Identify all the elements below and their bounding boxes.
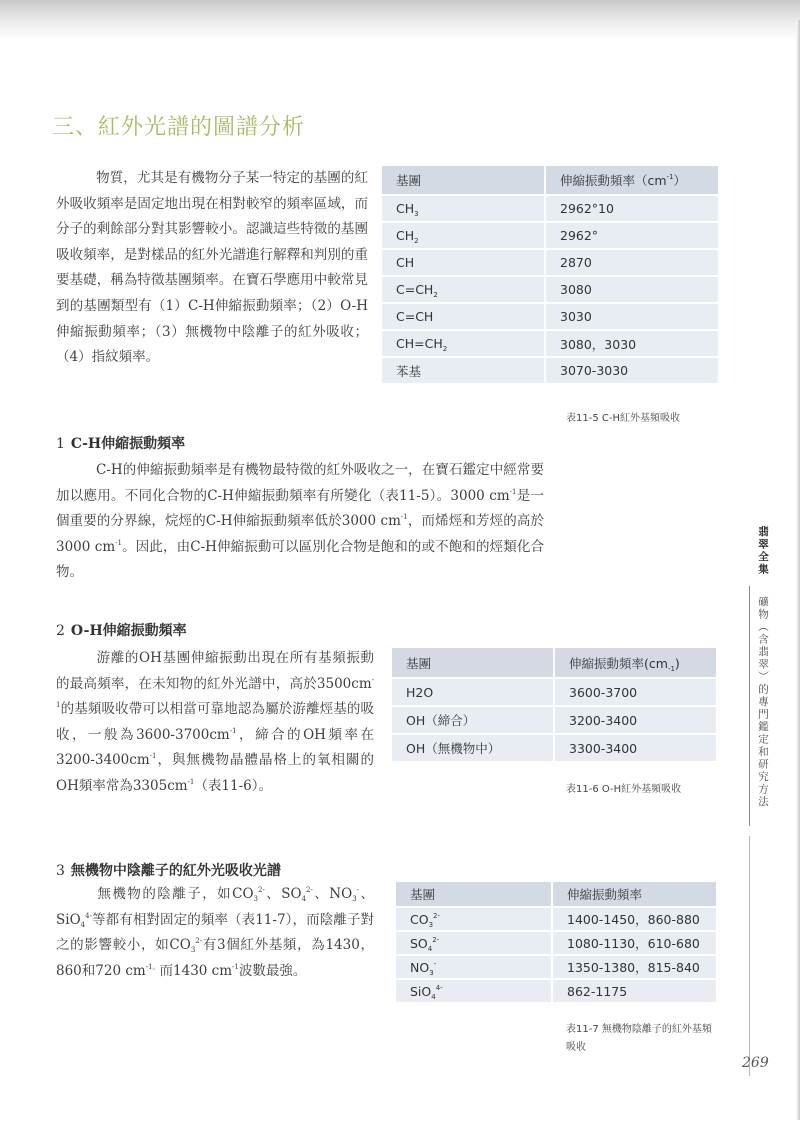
frequency-cell: 2870 — [545, 249, 718, 276]
intro-paragraph — [56, 166, 368, 371]
group-cell: CH — [382, 249, 545, 276]
frequency-cell: 3600-3700 — [554, 678, 716, 706]
table-ch-frequencies — [382, 166, 718, 385]
group-cell: OH（締合） — [392, 706, 554, 734]
group-cell: $CH_3$ — [382, 195, 545, 222]
table-row — [396, 979, 716, 1003]
group-cell: $NO_3^-$ — [396, 955, 552, 979]
table-row — [396, 955, 716, 979]
frequency-cell: 1350-1380，815-840 — [552, 955, 716, 979]
heading-anion-spectra: 3 無機物中陰離子的紅外光吸收光譜 — [56, 863, 281, 879]
table-caption-11-6: 表11-6 O-H紅外基頻吸收 — [566, 784, 682, 795]
table-caption-11-7: 表11-7 無機物陰離子的紅外基頻吸收 — [566, 1024, 712, 1053]
frequency-cell: 3080，3030 — [545, 330, 718, 357]
chapter-title-vertical: 礦物（含翡翠）的專門鑑定和研究方法 — [757, 596, 769, 809]
table-row — [392, 678, 716, 706]
intro-text: 物質，尤其是有機物分子某一特定的基團的紅外吸收頻率是固定地出現在相對較窄的頻率區域，而分子的剩餘部分對其影響較小。認識這些特徵的基團吸收頻率，是對樣品的紅外光譜進行解釋和判別的重要基礎，稱為特徵基團頻率。在寶石學應用中較常見到的基團類型有（1）C-H伸縮振動頻率；（2）O-H伸縮振動頻率；（3）無機物中陰離子的紅外吸收；（4）指紋頻率。 — [56, 170, 368, 366]
table-row — [382, 195, 718, 222]
frequency-cell: 3200-3400 — [554, 706, 716, 734]
table-row — [382, 303, 718, 330]
heading-oh-stretching: 2 O-H伸縮振動頻率 — [56, 623, 187, 639]
scan-top-shadow — [0, 0, 800, 40]
table-header-frequency: 伸縮振動頻率$(cm^{-1})$ — [545, 166, 718, 195]
table-row — [382, 249, 718, 276]
table-row — [382, 276, 718, 303]
table-header-group: 基團 — [392, 648, 554, 678]
frequency-cell: 1400-1450，860-880 — [552, 907, 716, 931]
frequency-cell: 2962° — [545, 222, 718, 249]
group-cell: 苯基 — [382, 357, 545, 384]
group-cell: $SO_4^{2-}$ — [396, 931, 552, 955]
margin-divider-line-lower — [749, 836, 750, 1076]
table-row — [396, 931, 716, 955]
table-oh-frequencies — [392, 648, 716, 763]
group-cell: $CH_2$ — [382, 222, 545, 249]
table-caption-11-5: 表11-5 C-H紅外基頻吸收 — [566, 413, 680, 424]
scan-right-edge — [796, 20, 800, 1120]
frequency-cell: 3300-3400 — [554, 734, 716, 762]
table-row — [382, 222, 718, 249]
table-header-frequency: 伸縮振動頻率 — [552, 882, 716, 907]
frequency-cell: 862-1175 — [552, 979, 716, 1003]
heading-ch-stretching: 1 C-H伸縮振動頻率 — [56, 436, 186, 452]
group-cell: C=CH — [382, 303, 545, 330]
section-title: 三、紅外光譜的圖譜分析 — [52, 115, 306, 140]
table-row — [382, 357, 718, 384]
table-header-group: 基團 — [382, 166, 545, 195]
frequency-cell: 3030 — [545, 303, 718, 330]
group-cell: $C=CH_2$ — [382, 276, 545, 303]
frequency-cell: 2962°10 — [545, 195, 718, 222]
margin-divider-line — [749, 586, 750, 826]
group-cell: OH（無機物中） — [392, 734, 554, 762]
frequency-cell: 3070-3030 — [545, 357, 718, 384]
frequency-cell: 1080-1130，610-680 — [552, 931, 716, 955]
table-header-row — [382, 166, 718, 195]
page-number: 269 — [742, 1055, 769, 1071]
table-header-group: 基團 — [396, 882, 552, 907]
table-anion-frequencies — [396, 882, 716, 1004]
table-header-row — [396, 882, 716, 907]
ch-paragraph: C-H的伸縮振動頻率是有機物最特徵的紅外吸收之一，在寶石鑑定中經常要加以應用。不同化合物的C-H伸縮振動頻率有所變化（表11-5）。3000 $cm^{-1}$是一個重要的分界線，烷烴的C-H伸縮振動頻率低於3000 $cm^{-1}$，而烯烴和芳烴的高於3000 $cm^{-1}$。因此，由C-H伸縮振動可以區別化合物是飽和的或不飽和的烴類化合物。 — [56, 462, 544, 581]
table-row — [392, 706, 716, 734]
group-cell: $CH=CH_2$ — [382, 330, 545, 357]
series-title-vertical: 翡翠全集 — [757, 526, 769, 576]
group-cell: $CO_3^{2-}$ — [396, 907, 552, 931]
group-cell: H2O — [392, 678, 554, 706]
oh-paragraph: 游離的OH基團伸縮振動出現在所有基頻振動的最高頻率，在未知物的紅外光譜中，高於$3500cm^{-1}$的基頻吸收帶可以相當可靠地認為屬於游離烴基的吸收，一般為$3600-3700cm^{-1}$，締合的OH頻率在$3200-3400cm^{-1}$，與無機物晶體晶格上的氧相關的OH頻率常為$3305cm^{-1}$（表11-6）。 — [56, 650, 375, 794]
table-row — [396, 907, 716, 931]
table-header-frequency: 伸縮振動頻率$(cm_{-1})$ — [554, 648, 716, 678]
group-cell: SiO$_4^{4-}$ — [396, 979, 552, 1003]
anion-paragraph: 無機物的陰離子，如$CO_3^{2-}$、$SO_4^{2-}$、$NO_3^-$、SiO$_4^{4-}$等都有相對固定的頻率（表11-7），而陰離子對之的影響較小，如$CO_3^{2-}$有3個紅外基頻，為1430，860和720 $cm^{-1。}$而1430 $cm^{-1}$波數最強。 — [56, 886, 374, 979]
table-row — [382, 330, 718, 357]
table-header-row — [392, 648, 716, 678]
frequency-cell: 3080 — [545, 276, 718, 303]
table-row — [392, 734, 716, 762]
